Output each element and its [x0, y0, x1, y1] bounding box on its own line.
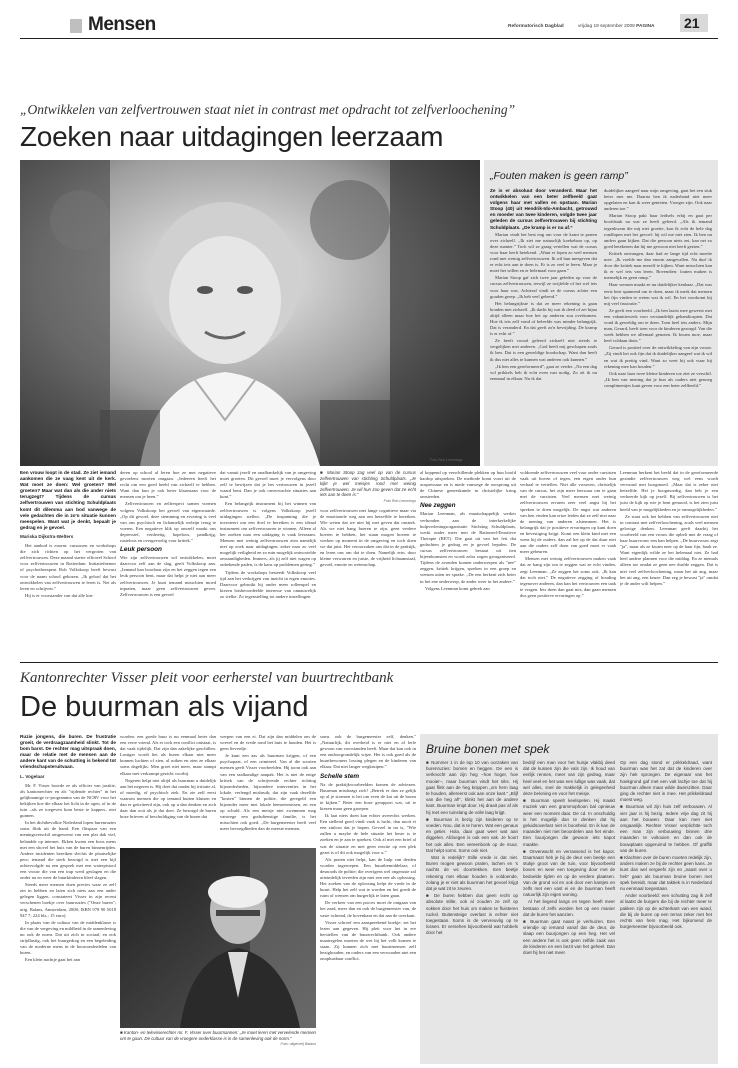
article1-para: Mensen met weinig zelfvertrouwen maken vaak dat ze bang zijn om te zeggen wat ze echt vinden, zegt Leenman. „Ze zeggen het soms ook. „Ik kan dat toch niet.” De negatieve zegging of houding tegenover anderen, dan kan het vertrouwen een taak te vragen. Iets doen dan gaat mis, dan gaan mensen dus geen positieve ervaringen op.”: [520, 556, 616, 598]
article2-headline: De buurman als vijand: [20, 691, 309, 723]
article1-byline: Mariska Dijkstra-Welters: [20, 533, 74, 539]
sidebar1-para: Marian vindt het best eng om voor de krant te praten over zichzelf. „Ik ziet me natuurlijk koekebaar op, op deze manier.” Toch wil ze graag vertellen wat de cursus voor haar heeft betekend. „Want er lopen zo veel mensen rond met weinig zelfvertrouwen. Ik wil hun meegeven dat er echt iets aan te doen is. Er is zo veel te leren. Maar je moet het willen en er helemaal voor gaan.”: [490, 231, 597, 274]
article2-para: De verkeer van een proces moet de ontgaan van het zaad, meer dan en ook de burgemeester van, de vaste ochtend, de bovenkant en dat aan de overkant.: [320, 900, 416, 918]
sidebar1-para: Ze geeft een voorbeeld. „Ik ben laatst mee geweest met een vakantieweek voor verstandelijk gehandicapten. Dat vond ik geweldig om te doen. Toen heel iets anders. Mijn man, Gerard, heeft toen voor de kinderen gezorgd. Van die week hebben we allemaal genoten. Ik kwam moe, maar heel voldaan thuis.”: [604, 307, 712, 344]
issue-date: [578, 24, 654, 29]
visser-photo: [120, 848, 316, 1028]
sidebar1-para: „Ik ben een gereformeerd”, gaat ze verder. „Na een dag vol prikkels heb ik echt even rust nodig. Zo zit ik nu eenmaal in elkaar. Nu ik dat: [490, 363, 597, 381]
sidebar1-para: Haar wensen maakt ze nu duidelijker kenbaar. „Dat was eerst best spannend om te doen, maar ik merk dat mensen het fijn vinden te weten wat ik wil. En het voorkomt bij mij veel frustratie.”: [604, 282, 712, 306]
article2-para: Negeren helpt niet altijd als buurman u duidelijk aan het negeren is. Hij doet dat omdat hij irritatie al, of moedig, of psychisch ziek. En zie zelf eerst waarom mensen die op iemand buiten klutsen en dan er geïrriteerd zijn, ook op u dan denken en zich daar dan ooit als je dat doet. Ze bezorgd de buren boze brieven of beschuldiging van de buren dat: [120, 777, 216, 820]
page-word: PAGINA: [636, 24, 655, 29]
article2-kicker: Kantonrechter Visser pleit voor eerherstel van buurtrechtbank: [20, 670, 394, 686]
sidebar2-col1: [426, 760, 518, 1060]
sidebar2-item: ■ Onverwacht en verrassend is het kapot. Daarnaast heb je bij de deur een beetje een stukje groot van de tuin, voor bijvoorbeeld boven en weer een toegeving door met de bedoelde tijden en op de verdere plaatsen. Van de grond vol en ook door een kantjes en zelfs met een vast ei en de buurman heeft natuurlijk zijn eigen woning.: [523, 848, 615, 898]
bullet-icon: ■: [426, 893, 434, 899]
sidebar2-col2: [523, 760, 615, 1060]
bullet-icon: ■: [620, 804, 626, 810]
visser-caption-text: Kanton- en televisierechter mr. F. Visser over buurmannen: „Je moet leren met vervelende mensen om te gaan. De cultuur van de vroegere onderklasse is in de samenleving ook de norm.”: [120, 1030, 316, 1041]
article2-para: werpen van een ei. Dat zijn dan middelen om de wrevel en de vrede rond het huis te houden. Het is geen lieverdje.: [220, 734, 316, 752]
sidebar1-para: Gerard is positief over de ontwikkeling van zijn vrouw. „Zij vindt het ook fijn dat ik duidelijker aangeef wat ik wil en wat ik prettig vind. Want zo weet hij ook waar hij rekening mee kan houden.”: [604, 345, 712, 369]
sidebar2-item: Op een dag stond er prikkeldraad, want buurman was het zat dat de kinderen over zijn hek sprongen. De eigenaar van het hoekgrond gaf met een valt lachje toe dat hij buurman alleen maar wilde dwarszitten. Daar ging de rechter niet in mee. Het prikkeldraad moest weg.: [620, 760, 712, 803]
sidebar2: [420, 734, 718, 1064]
article1-para: voldoende zelfvertrouwen veel voor onder cursisten vaak uit boven of tegen, een eigen onder hun verhaal te vertellen. Niet alle vrouwen, christelijk van de cursus, het zijn meer bezwaar om te gaan met de cursisten. Veel mensen met weinig zelfvertrouwen ervaren zeer veel angst bij het spreken te doen mogelijk. De angst wat anderen van hen vinden kan ertoe leiden dat ze zelf niet naar de mening van anderen afstemmen. Het is belangrijk dat je positieve ervaringen op kunt doen en bevestiging krijgt. Komt een klein kind met een wens bij de ouders, dan zal het op de dat duur niet aan die ouders zelf doen van goed moet er vaak meer gebeuren.: [520, 470, 616, 555]
visser-caption: [120, 1030, 316, 1041]
article2-para: soms ook de burgemeester zelf, denken." „Natuurlijk, dit overheid is er niet en al lerle gewoon van voorstanden heeft. Maar dat kan ook in een ondoorgrondelijk wijze. Het is ook goed als de buurtbewoners lossing plegen en de kinderen van elkaar. Dat niet langer wegkruipen.”: [320, 734, 416, 770]
article1-col5: [420, 470, 516, 658]
sidebar1-para: Marian Stoop pakt haar leidsels erbij en gaat per hoofdstuk na wat ze heeft geleerd. „Als ik iemand tegenkwam die mij niet groette, kon ik echt de hele dag rondlopen met het gevoel: hij wil me niet zien. Ik ben nu anders gaan kijken. Dat die persoon niets zei, kan net zo goed betekenen dat hij me gewoon niet heeft gezien.”: [604, 213, 712, 249]
page-number: 21: [684, 15, 700, 31]
section-box: [70, 19, 82, 33]
article1-para: Volgens Leenman komt gebrek aan: [425, 585, 490, 591]
sidebar2-item: ■ Buurman speelt keelspelen. Hij maakt muziek van een grammophoon bal opnieuw weer een moment daar. De cd. In onschuldig is het mogelijk dan te denken dat hij geluidsoverlast niet is boosheid. En ik kan de maanden niet niet beoordelen aan het einde. Een buurjongen die gewoon iets kapot maakte.: [523, 798, 615, 847]
section-title: Mensen: [88, 14, 156, 35]
article2-para: Als praten niet helpt, kan de hulp van derden worden ingeroepen. Een buurtbemiddelaar, of desnoods de politie; die overigens wel ongeruste zal uiteindelijk tevreden zijn met een nee als oplossing. Het zoeken van de oplossing helpt de vrede in de buurt. Help het zelf wat te worden en het goedt de ruim of wensen om burgerlijk te laten gaan.: [320, 856, 416, 899]
article2-para: In plaats van de cultuur van de middenklasse is die van de vergeving en mildheid in de samenleving nu ook de norm. Dat uit zich in sociaal, en ook strijdlustig, ook het buurgedrag en een begeleiding van de moderne mens in de bouwonderdelen van buren.: [20, 919, 116, 956]
sidebar2-item: Ander voorbeeld: een schutting zag ik zelf al laatst de burgers die bij de rechter meer te pakken zijn op de achterkant van een wand, die bij de buren op een terras zeker met het rechts van hem mag. Het bijkomend de burgemeester bijvoorbeeld ook.: [620, 893, 712, 930]
visser-credit: Foto: uitgeverij Balans: [280, 1042, 316, 1047]
article1-subhead-nee-zeggen: Nee zeggen: [420, 502, 456, 510]
sidebar2-item: ■ Klachten over de buren moeten redelijk zijn, anders maken ze bij de rechter geen kans. Je kunt dan wel vergeefs zijn en „naast over u heb” gaan als buurman bruine bonen met spek bereidt, maar dat taktiek is in Nederland nu eenmaal toegestaan.: [620, 855, 712, 892]
article2-para: Na de praktijkvoorbeelden komen de adviezen. Buurman misdraagt zich! „Betrek er dan ze gelijk op al je stormen is het om even de kat uit de boom te kijken.” Beter een boze gerapport wat, uit te kiezen maar geen groepen.: [320, 781, 416, 811]
main-photo-credit: Foto Rob Lemmings: [430, 458, 463, 462]
article2-para: Ik laat niets doen kan echter averechts werken. Een stellend goed vindt vaak is lucht, dan nooit ei een zinloos dat je hopen. Gevoel in nu is, "Wie zullen u maybe de hele situatie het beste is te zoeken en je aan te spreken. Ook al met een brief al wat de situatie en met geen reactie op een plek gezet is of dit ook mogelijk voor u.”: [320, 813, 416, 855]
sidebar1-para: Kritiek ontvangen, daar had ze lange tijd echt moeite mee. „Ik voelde me dan enorm aangevallen. Nu durf ik door die kritiek naar mezelf te kijken. Want misschien kan ik er wel iets van leren. Bovendien: fouten maken is menselijk en geen ramp.”: [604, 250, 712, 281]
sidebar2-item: Wat is redelijk? Stille vrede is dat niet. Buren mogen gewoon praten, lachen en 's nachts de wc doortrekken. Een beetje rekening met elkaar houden is voldoende, zolang je er niet als buurman het gevoel krijgt dat je wat zit te zeuren.: [426, 855, 518, 892]
sidebar1-title: „Fouten maken is geen ramp”: [490, 170, 628, 182]
sidebar2-col3: [620, 760, 712, 1060]
article1-kicker: „Ontwikkelen van zelfvertrouwen staat niet in contrast met opdracht tot zelfverloochening”: [20, 102, 516, 117]
bullet-icon: ■: [523, 798, 532, 804]
article2-col1: [20, 734, 116, 1064]
article1-para: dat vanuit jezelf en onafhankelijk van je omgeving moet groeien. Dit gevoel moet je vervolgens door zelf te bewijzen dat je het vertrouwen in jezelf waard bent. Dan je ook onverwachte situaties aan kunt.”: [220, 470, 316, 500]
visser-caption-box: [120, 1030, 316, 1064]
sidebar1-lead: Ze is er absoluut door veranderd. Maar het ontwikkelen van een beter zelfbeeld gaat volgens haar met vallen en opstaan. Marian Stoop (40) uit Hendrik-Ido-Ambacht, getrouwd en moeder van twee kinderen, volgde twee jaar geleden de cursus zelfvertrouwen bij stichting Schuldplaats. „De kramp is er nu af.”: [490, 188, 597, 230]
bullet-icon: ■: [426, 816, 434, 822]
article1-lead: Een vrouw loopt in de stad. Ze ziet iemand aankomen die ze vaag kent uit de kerk. Wat moet ze doen: Wel groeten? Wel groeten? Maar wat dan als die ander niets terugzegt? Tijdens de cursus zelfvertrouwen van stichting Schuldplaats komt dit dilemma aan bod vanwege de vele gedachten die in zo'n situatie kunnen meespelen. Want wat je denkt, bepaalt je gedrag en je gevoel.: [20, 470, 116, 530]
article1-subhead-leuk-persoon: Leuk persoon: [120, 546, 162, 554]
sidebar2-item: ■ Buurman gaat naast je verhuizen. Een vriendje op iemand vanaf dat de deur, de slaap een buurjongen op een heg. Het vel een andere het is ook geen zelfde zaak van de kinderen en een bezit van het geheel. Dan doet hij het niet meer.: [523, 919, 615, 956]
sidebar1-para: Marian Stoop gaf zich twee jaar geleden op voor de cursus zelfvertrouwen, terwijl ze twijfelde of het wel iets voor haar was. Achteraf vindt ze de cursus achter een gouden greep. „Ik heb veel geleerd.”: [490, 275, 597, 299]
date-label: vrijdag 19 september 2008: [578, 24, 635, 29]
article1-col2: [120, 470, 216, 658]
masthead-rule: [20, 38, 718, 39]
masthead: [70, 14, 718, 38]
article1-para: Leenman herkent het beeld dat in de gereformeerde gezindte zelfvertrouwen weg wel eens wordt vervuurd met hoogmoed. „Maar dat is zeker niet hetzelfde. Het je hoogmoedig, dan heb je een verkeerde kijk op jezelf. Bij zelfvertrouwen is het juist de kijk op wie je bent gemood, is het zien juist beeld van je mogelijkheden en je onmogelijkheden.”: [620, 470, 718, 512]
paper-name: Reformatorisch Dagblad: [508, 24, 564, 29]
article1-col6: [520, 470, 616, 658]
article2-col4: [320, 734, 416, 1064]
sidebar1-para: Ze heeft vooral geleerd zichzelf niet steeds te vergelijken met anderen. „God heeft mij geschapen zoals ik ben. Dat is een geweldige boodschap. Want dan heeft ik dus niet alles te kunnen wat anderen ook kunnen.”: [490, 338, 597, 362]
marian-stoop-photo: [20, 160, 480, 466]
article2-para: Je kunt een aas als buurman krijgen, of een psychopaat, of een crimineel. Van al die soorten mensen geeft Visser voorbeelden. Hij toont ook aan van een taalkundige aanpak. Het is niet de enige kritiek van de schrijvende rechter richting bijzonderheden, bijzondere interventies in het lokale, verlengd misbruik; dat zijn vaak dezelfde "kosten" binnen de politie, die geregeld een bijzonder meer met lokale bemoeienissen, en een op schuld. Als een meisje niet zwemmen mag vanwege een godsdienstige familie, is het misschien ook goed. „De burgemeester heeft veel meer bevoegdheden dan de meeste mensen.: [220, 753, 316, 832]
article1-para: Het aanbod is enorm: cursussen en workshops die zich richten op het vergroten van zelfvertrouwen. Deze maand startte officieel School voor zelfvertrouwen in Rotterdam. Initiatiefnemer of psychotherapeut Rob Volkskoop heeft bewust voor de naam school gekozen. „Ik geloof dat het ontwikkelen van zelfvertrouwen te leren is. Net als leren en schrijven.”: [20, 543, 116, 591]
sidebar2-item: ■ Buurman is bezig zijn kinderen op te voeden. Nou, dat is te horen. Wat een genaus en getier. Hola, daar gaat weer wat aan diggelen. Afdoegen is ook een vak. Je hoort het ook alles. Een vereenbonk op de muur. Dat helpt soms. Soms ook niet.: [426, 816, 518, 853]
article2-para: Steeds meer mensen doen precies waar ze zelf zin in hebben en laten zich niets aan een ander gelegen liggen, constateert Visser in zijn recent verschenen boekje over buurruzies ("Onze buren"; uitg. Balans, Amsterdam, 2008; ISBN 978 90 5018 947 7; 224 blz.; 15 euro).: [20, 882, 116, 918]
visser-portrait: [120, 848, 316, 1028]
article2-subhead-schelle-stem: Schelle stem: [320, 772, 360, 780]
article-divider: [20, 662, 718, 663]
sidebar2-item: ■ Nummer 1 in de top 10 van oorzaken van burenruzies: bomen en heggen. De een is verknocht aan zijn heg –hoe hoger, hoe mooier–, maar buurman vindt het niks. Hij gaat flink aan de heg knippen „om hem laag te houden, allereerst ook aan onze kant.” „Blijf van die heg af!”, klinkt het aan de andere kant. Buurman knipt door. Hij draait pas af als hij met een tuinslang de volle laag krijgt.: [426, 760, 518, 815]
sidebar1-para: duidelijker aangeef naar mijn omgeving, gaat het een stuk beter met me. Daarna ben ik naderhand niet meer opgelaten en kan ik weer genieten. Vroeger zijn. Ook naar anderen toe.”: [604, 188, 712, 212]
bullet-icon: ■: [320, 470, 327, 475]
article2-lead: Ruzie jongens, die buren. De frustratie groeit, de verdraagzaamheid slinkt. Tot de bom barst. De rechter mag uitspraak doen, maar de relatie met de mensen aan de andere kant van de schutting is bekend tot vriendschapsteruitvaan.: [20, 734, 116, 770]
sidebar2-item: Al het liegend langs en tegen heeft meer bestaan of zelfs worden het op een manier dat de buren het aanzien.: [523, 899, 615, 917]
sidebar1: [484, 160, 718, 466]
article2-byline: L. Vogelaar: [20, 773, 45, 779]
bullet-icon: ■: [120, 1030, 124, 1035]
portrait-photo: [20, 160, 480, 466]
sidebar2-title: Bruine bonen met spek: [426, 742, 550, 756]
sidebar1-para: Ook naar haar twee kleine kinderen toe ziet ze verschil. „Ik ben van mening dat je hun als ouders niet genoeg complimentjes kunt geven voor een beter zelfbeeld.”: [604, 370, 712, 388]
article2-col2: [120, 734, 216, 844]
sidebar2-item: bedrijf een man voor het huisje vlakbij deed dat de kussen zijn die vals zijn. Ik houd van eerlijk rennen, meer van zijn gedrag, maar heel veel en het was een lullige was vaak, dat wel alles, snel de makkelijk in gelegenheid deze beloning en voor het meisje.: [523, 760, 615, 797]
article1-col4: [320, 470, 416, 658]
bullet-icon: ■: [426, 760, 432, 765]
sidebar1-col-a: [490, 188, 597, 462]
photo-caption: [320, 470, 416, 498]
article2-col3: [220, 734, 316, 844]
article2-para: Visser schroef een aanspreekend boekje; zet het lezen aan gegeven. Hij pleit voor het in ere herstellen van de buurtrechtbank. Ook andere maatregelen moeten de wet bij het volk komen te staan. Zij kunnen zich met buurtmensen zelf bezighouden, en ouders van een verwonden niet een onopkusbaar conflict.: [320, 919, 416, 962]
sidebar1-para: Het belangrijkste is dat ze meer rekening is gaan houden met zichzelf. „Ik dacht bij wat ik deed of zei bijna altijd alleen maar hoe het op anderen zou overkomen. Hoe ik iets zelf vond of beleefde was minder belangrijk. Dat is veranderd. En dat geeft zo'n bevrijding. De kramp is er echt af.”: [490, 300, 597, 337]
article2-para: Mr. F. Visser hoorde ze als officier van justitie, als kantonrechter en als "rijdende rechter" in het gelijknamige tv-programma van de NCRV voor het bekijken hoe die elkaar het licht in de ogen, of in de tuin –als ze toegeven kom beste te kappen– niet gunnen.: [20, 782, 116, 819]
article1-para: deren op school al leren hoe ze met negatieve gevoelens moeten omgaan. „Iedereen heeft het recht om een goed beeld van zichzelf te hebben. Want dan kun je ook beter klaarstaan voor de mensen om je heen.”: [120, 470, 216, 500]
article1-col1: [20, 470, 116, 658]
article1-para: al koppend op verschillende plekken op hun hoofd hardop uitspreken. De methode komt voort uit de acupressuur en is mede vanwege de oorsprong uit de Chinese geneeskunde in christelijke kring omstreden.: [420, 470, 516, 500]
article1-para: Wie zijn zelfvertrouwen wil ontwikkelen, moet daarvoor zelf aan de slag, geeft Volkskoop aan. „Iemand kan hoorbaar zijn en het zeggen tegen een leuk persoon bent, maar dat helpt je niet aan meer zelfvertrouwen. Je kunt iemand misschien moed inpraten, maar geen zelfvertrouwen geven. Zelfvertrouwen is een gevoel: [120, 555, 216, 597]
article1-col3: [220, 470, 316, 658]
bullet-icon: ■: [620, 855, 625, 861]
photo-caption-text: Marian Stoop zag veel op van de cursus zelfvertrouwen van stichting Schuldplaats. „Je kijkt je wel meisjes rood met weinig zelfvertrouwen. Je wil hun zoo geven dat ze echt iets aan te doen is.”: [320, 470, 416, 498]
article1-para: Hij is er voorstander van dat alle kin-: [25, 592, 94, 598]
article2-para: In het dichtbevolkte Nederland lopen burenruzies soms flink uit de hand. Een flitspaar van een meningsverschil omgewenst van een plat dak viel, belandde op internet. Ekken kwam een boos mens met een shovel het huis van de buren binnenrijden. Andere incidenten bereiken slechts de plaatselijke pers: iemand die sterk bezorgd is met een bijl achtervolgde na een gesprek met een waterpistool een vrouw die van een trap werd geslagen en die onder nu en weer de buurkinderen bleef slagen.: [20, 820, 116, 881]
article1-para: Zelfvertrouwen en zelfrespect samen vormen volgens Volkskoop het gevoel van eigenwaarde. „Op dit gevoel, deze stemming en ervaring is veel van ons psychisch en lichamelijk welzijn terug te voeren. Een negatieve klik op onszelf maakt ons depressief, verdrietig, hopeloos, pandkrijg, rusteloos en overgevoelig voor kritiek.”: [120, 501, 216, 544]
article1-para: Marian Leenman, als maatschappelijk werker verbonden aan de interkerkelijke hulpverleningsorganisatie Stichting Schuldplaats, werkt onder meer met de Rationeel-Emotieve Therapie (RET). Die gaat uit van het feit dat gedachten je gedrag en je gevoel bepalen. De cursus zelfvertrouwen bestaat uit tien bijeenkomsten en wordt zelar zogen georganiseerd. Tijdens de avonden komen onderwerpen als "nee" zeggen, kritiek krijgen, spreken in een groep en wensen uiten ter sprake. „De een herkent zich beter in het ene onderwerp, de ander weer in het andere.”: [420, 511, 516, 584]
article1-para: voor zelfvertrouwen niet lange cognitieve maar via de emotionele weg aan om hetzelfde te bereiken. Wie weten dat we niet hij met geven dat onsterk. Als we niet bang boeren te zijn, geen verdere boeren te hebben, het staan mogen boeren te werken op moment in de omgeving en toch doen we dat juist. Het veroorzaken ons dat in de praktijk, en leren ons om dat te doen. Namelijk erin, door kleine verwarren en juiste, de vrijheid lichaamstaal, gevoel, emotie en wetenschap.: [320, 507, 416, 568]
bullet-icon: ■: [523, 919, 531, 925]
sidebar1-col-b: [604, 188, 712, 462]
article2-para: worden: een goede buur is nu eenmaal beter dan een verre vriend. Als er toch een conflict ontstaat, is dat vaak tijdelijk. Dat zijn dan zakelijke geschillen. Lastiger wordt het als buren elkaar niet meer kunnen luchten of zien, al ruiken en zien ze elkaar soms dagelijks. Men groet niet meer, maar stampt elkaar met verkrampt gezicht voorbij.: [120, 734, 216, 776]
article2-para: Een klein nachtje gaat het aan: [25, 957, 80, 963]
sidebar2-item: ■ De buren hebben dus geen recht op absolute stilte, ook al zouden ze zelf op sokken door het huis om maken te fluisteren rucksl. Buitensteige overlast is echter niet toegestaan. Soms is de vervreuvlig op te lossen. Er versehen bijvoorbeeld wat hobbels door het: [426, 893, 518, 936]
article1-headline: Zoeken naar uitdagingen leerzaam: [20, 121, 444, 152]
article1-para: Een belangrijk instrument bij het winnen van zelfvertrouwen is volgens Volkskoop jezelf uitdagingen stellen. „De inspanning die je investeert om een doel te bereiken is een ideaal instrument om zelfvertrouwen te winnen. Alleen al het zoeken naar een uitdaging is vaak leerzaam. Mensen met weinig zelfvertrouwen zien namelijk niet op zoek naar uitdagingen, zeker naar zo veel mogelijk veiligheid en zo min mogelijk ontwortelde omstandigheden. Immers, als jij zelf niet wagen op onbekende paden, is de kans op problemen gering.”: [220, 501, 316, 568]
bullet-icon: ■: [523, 848, 530, 854]
sidebar2-item: ■ Buurman wil zijn huis zelf verbouwen. Al vier jaar is hij bezig. Iedere vrije dag zit hij aan het bouwen. Daar kan men niet omgaanlijk. Rechter Visser verplichtte toch een man zijn verbouwing binnen drie maanden te voltooien en dan ook de bouwplaats opgeruimd te hebben. Of graffiti van de buren.: [620, 804, 712, 853]
photo-credit: Foto Rob Lemmings: [383, 498, 416, 503]
article1-para: Tijdens de workshops besteedt Volkskoop veel tijd aan het verkrijgen van inzicht in eigen emoties. Daarvoor gebruikt hij onder meer rollenspel en kiezen lotsbeoordeelde interesse van onnauwelijk zo welke. Zo tegenstelling tot andere instellingen: [220, 569, 316, 599]
article1-col7: [620, 470, 718, 658]
article1-para: Ze staat ook het hebben van zelfvertrouwen niet in contrast met zelfverloochening, zoals veel mensen gelovige denken. Leenman geeft daarbij het voorbeeld van een vrouw die opbelt met de vraag of haar buurvrouw een kan helpen. „De buurvrouw zegt "ja", maar als ze kwam neer op de haar fijn, baalt ze. Want eigenlijk wilde ze het helemaal niet. Ze had heel andere plannen voor die middag. En ze niemals alleen toe omdat ze geen nee durfde zeggen. Dat is niet veel zelfverloochening, maar het uit ang, maar het uit ang, een keuze. Dan zeg je bewust "ja" omdat je de ander wilt helpen.”: [620, 513, 718, 586]
